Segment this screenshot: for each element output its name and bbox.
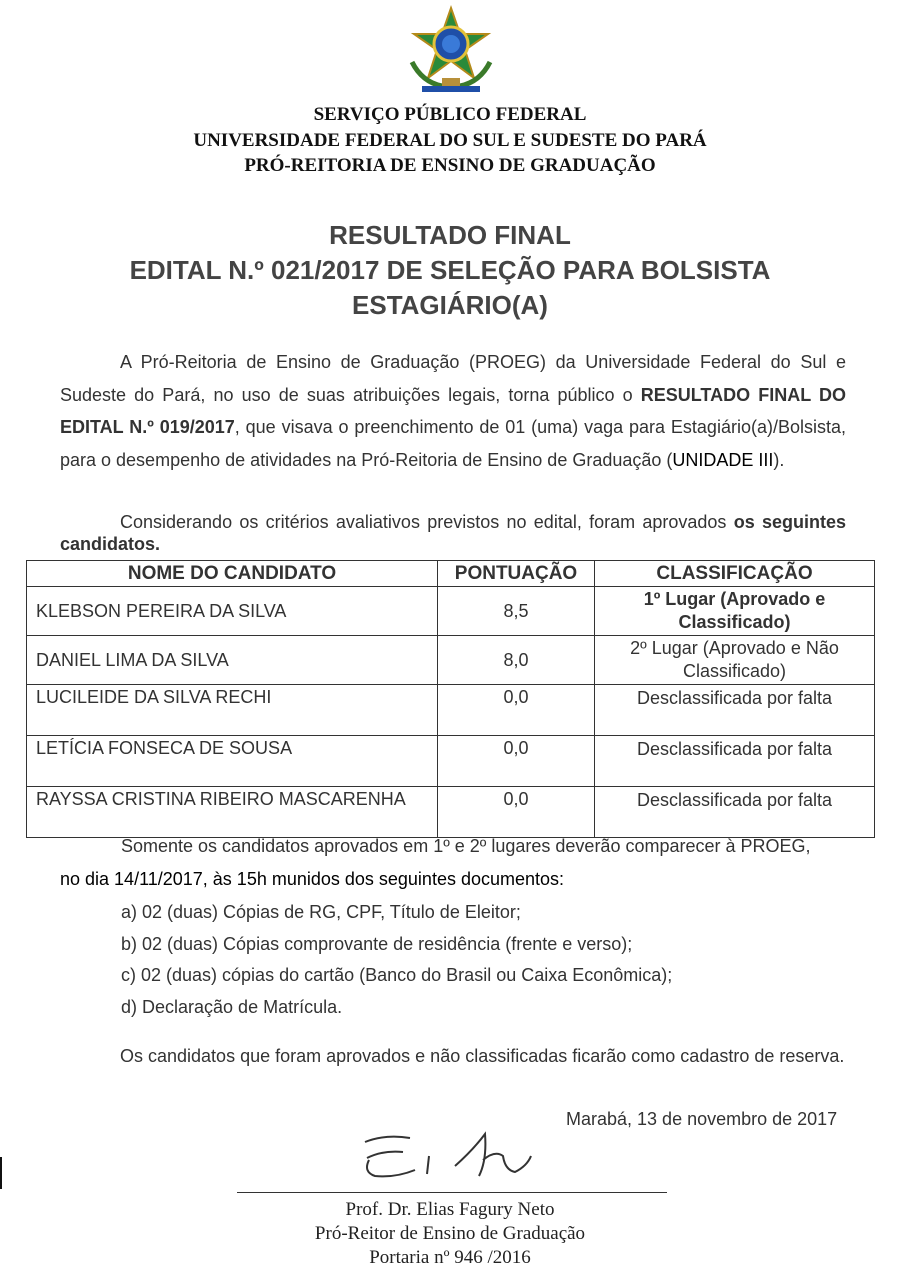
scan-edge-mark: [0, 1157, 2, 1189]
column-header-classification: CLASSIFICAÇÃO: [595, 561, 875, 587]
signer-portaria: Portaria nº 946 /2016: [369, 1247, 531, 1268]
intro-unit: UNIDADE III: [672, 449, 774, 470]
candidate-classification: 1º Lugar (Aprovado e Classificado): [595, 587, 875, 636]
signature-image: [355, 1120, 545, 1190]
intro-text-2: , que visava o preenchimento de 01 (uma) vaga para Estagiário(a)/Bolsista, para o desempenho de atividades na Pró-Reitoria de Ensino de Graduação (: [60, 417, 846, 470]
candidate-name: LETÍCIA FONSECA DE SOUSA: [27, 736, 438, 787]
criteria-text: Considerando os critérios avaliativos previstos no edital, foram aprovados: [120, 512, 734, 532]
signer-role: Pró-Reitor de Ensino de Graduação: [314, 1223, 586, 1244]
candidate-score: 0,0: [438, 787, 595, 838]
column-header-name: NOME DO CANDIDATO: [27, 561, 438, 587]
notice-line-1: Somente os candidatos aprovados em 1º e 2º lugares deverão comparecer à PROEG,: [121, 836, 811, 856]
intro-text-end: ).: [773, 449, 785, 470]
candidate-classification: Desclassificada por falta: [595, 685, 875, 736]
notice-line-2: no dia 14/11/2017, às 15h munidos dos seguintes documentos:: [60, 869, 565, 889]
table-row: [27, 685, 875, 736]
column-header-score: PONTUAÇÃO: [438, 561, 595, 587]
document-item: c) 02 (duas) cópias do cartão (Banco do Brasil ou Caixa Econômica);: [121, 965, 673, 985]
results-table: [26, 560, 875, 838]
title-line-1: RESULTADO FINAL: [329, 220, 571, 250]
reserve-text: Os candidatos que foram aprovados e não classificadas ficarão como cadastro de reserva.: [120, 1046, 845, 1066]
signature-line: [237, 1192, 667, 1193]
candidate-name: LUCILEIDE DA SILVA RECHI: [27, 685, 438, 736]
reserve-paragraph: [60, 1040, 846, 1073]
coat-of-arms-icon: [402, 2, 500, 98]
candidate-classification: Desclassificada por falta: [595, 736, 875, 787]
header-line-3: PRÓ-REITORIA DE ENSINO DE GRADUAÇÃO: [244, 155, 656, 176]
document-item: b) 02 (duas) Cópias comprovante de residência (frente e verso);: [121, 934, 633, 954]
table-row: [27, 736, 875, 787]
signer-name: Prof. Dr. Elias Fagury Neto: [345, 1199, 555, 1220]
intro-text-1: A Pró-Reitoria de Ensino de Graduação (PROEG) da Universidade Federal do Sul e Sudeste do Pará, no uso de suas atribuições legais, torna público o: [60, 352, 846, 405]
candidate-classification: Desclassificada por falta: [595, 787, 875, 838]
candidate-name: DANIEL LIMA DA SILVA: [27, 636, 438, 685]
header-line-1: SERVIÇO PÚBLICO FEDERAL: [313, 104, 587, 125]
criteria-paragraph: [60, 511, 846, 555]
intro-paragraph: [60, 346, 846, 476]
title-line-3: ESTAGIÁRIO(A): [352, 290, 548, 320]
criteria-bold: os seguintes candidatos.: [60, 512, 847, 554]
table-row: [27, 587, 875, 636]
table-header-row: [27, 561, 875, 587]
document-item: a) 02 (duas) Cópias de RG, CPF, Título de Eleitor;: [121, 902, 521, 922]
intro-edital-ref: RESULTADO FINAL DO EDITAL N.º 019/2017: [60, 384, 846, 437]
header-line-2: UNIVERSIDADE FEDERAL DO SUL E SUDESTE DO PARÁ: [193, 130, 707, 151]
candidate-score: 0,0: [438, 685, 595, 736]
candidate-classification: 2º Lugar (Aprovado e Não Classificado): [595, 636, 875, 685]
candidate-score: 8,0: [438, 636, 595, 685]
table-row: [27, 787, 875, 838]
candidate-name: KLEBSON PEREIRA DA SILVA: [27, 587, 438, 636]
table-row: [27, 636, 875, 685]
candidate-score: 8,5: [438, 587, 595, 636]
candidate-name: RAYSSA CRISTINA RIBEIRO MASCARENHA: [27, 787, 438, 838]
title-line-2: EDITAL N.º 021/2017 DE SELEÇÃO PARA BOLSISTA: [129, 255, 771, 285]
candidate-score: 0,0: [438, 736, 595, 787]
document-item: d) Declaração de Matrícula.: [121, 997, 343, 1017]
place-date: Marabá, 13 de novembro de 2017: [566, 1109, 838, 1129]
